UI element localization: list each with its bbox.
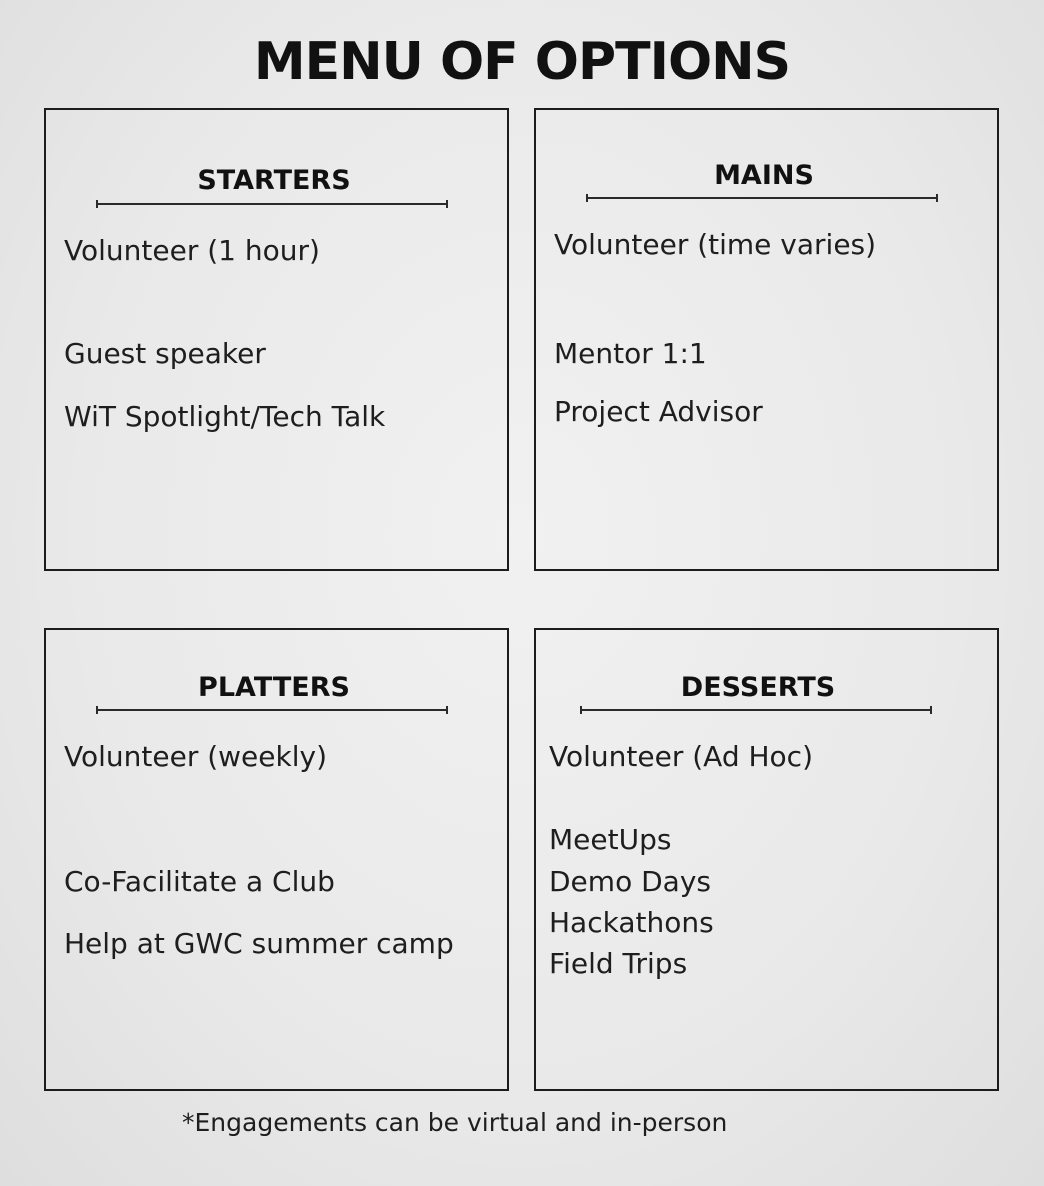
platters-divider	[96, 709, 448, 711]
mains-divider	[586, 197, 938, 199]
desserts-item-hackathons: Hackathons	[549, 906, 714, 939]
mains-panel	[534, 108, 999, 571]
mains-heading: MAINS	[714, 160, 814, 191]
mains-item-mentor: Mentor 1:1	[554, 337, 707, 370]
platters-item-club: Co-Facilitate a Club	[64, 865, 335, 898]
starters-heading: STARTERS	[197, 165, 351, 196]
starters-panel	[44, 108, 509, 571]
starters-item-guest-speaker: Guest speaker	[64, 337, 266, 370]
platters-heading: PLATTERS	[198, 672, 350, 703]
starters-item-spotlight: WiT Spotlight/Tech Talk	[64, 400, 386, 433]
platters-panel	[44, 628, 509, 1091]
desserts-panel	[534, 628, 999, 1091]
mains-item-volunteer: Volunteer (time varies)	[554, 228, 877, 261]
desserts-item-demo-days: Demo Days	[549, 865, 711, 898]
desserts-item-meetups: MeetUps	[549, 823, 672, 856]
footnote: *Engagements can be virtual and in-person	[182, 1108, 728, 1137]
starters-item-volunteer: Volunteer (1 hour)	[64, 234, 320, 267]
starters-divider	[96, 203, 448, 205]
platters-item-summer-camp: Help at GWC summer camp	[64, 927, 454, 960]
page-title: MENU OF OPTIONS	[253, 32, 791, 92]
desserts-item-field-trips: Field Trips	[549, 947, 688, 980]
desserts-heading: DESSERTS	[680, 672, 836, 703]
desserts-divider	[580, 709, 932, 711]
platters-item-volunteer: Volunteer (weekly)	[64, 740, 327, 773]
desserts-item-volunteer: Volunteer (Ad Hoc)	[549, 740, 813, 773]
mains-item-project-advisor: Project Advisor	[554, 395, 763, 428]
